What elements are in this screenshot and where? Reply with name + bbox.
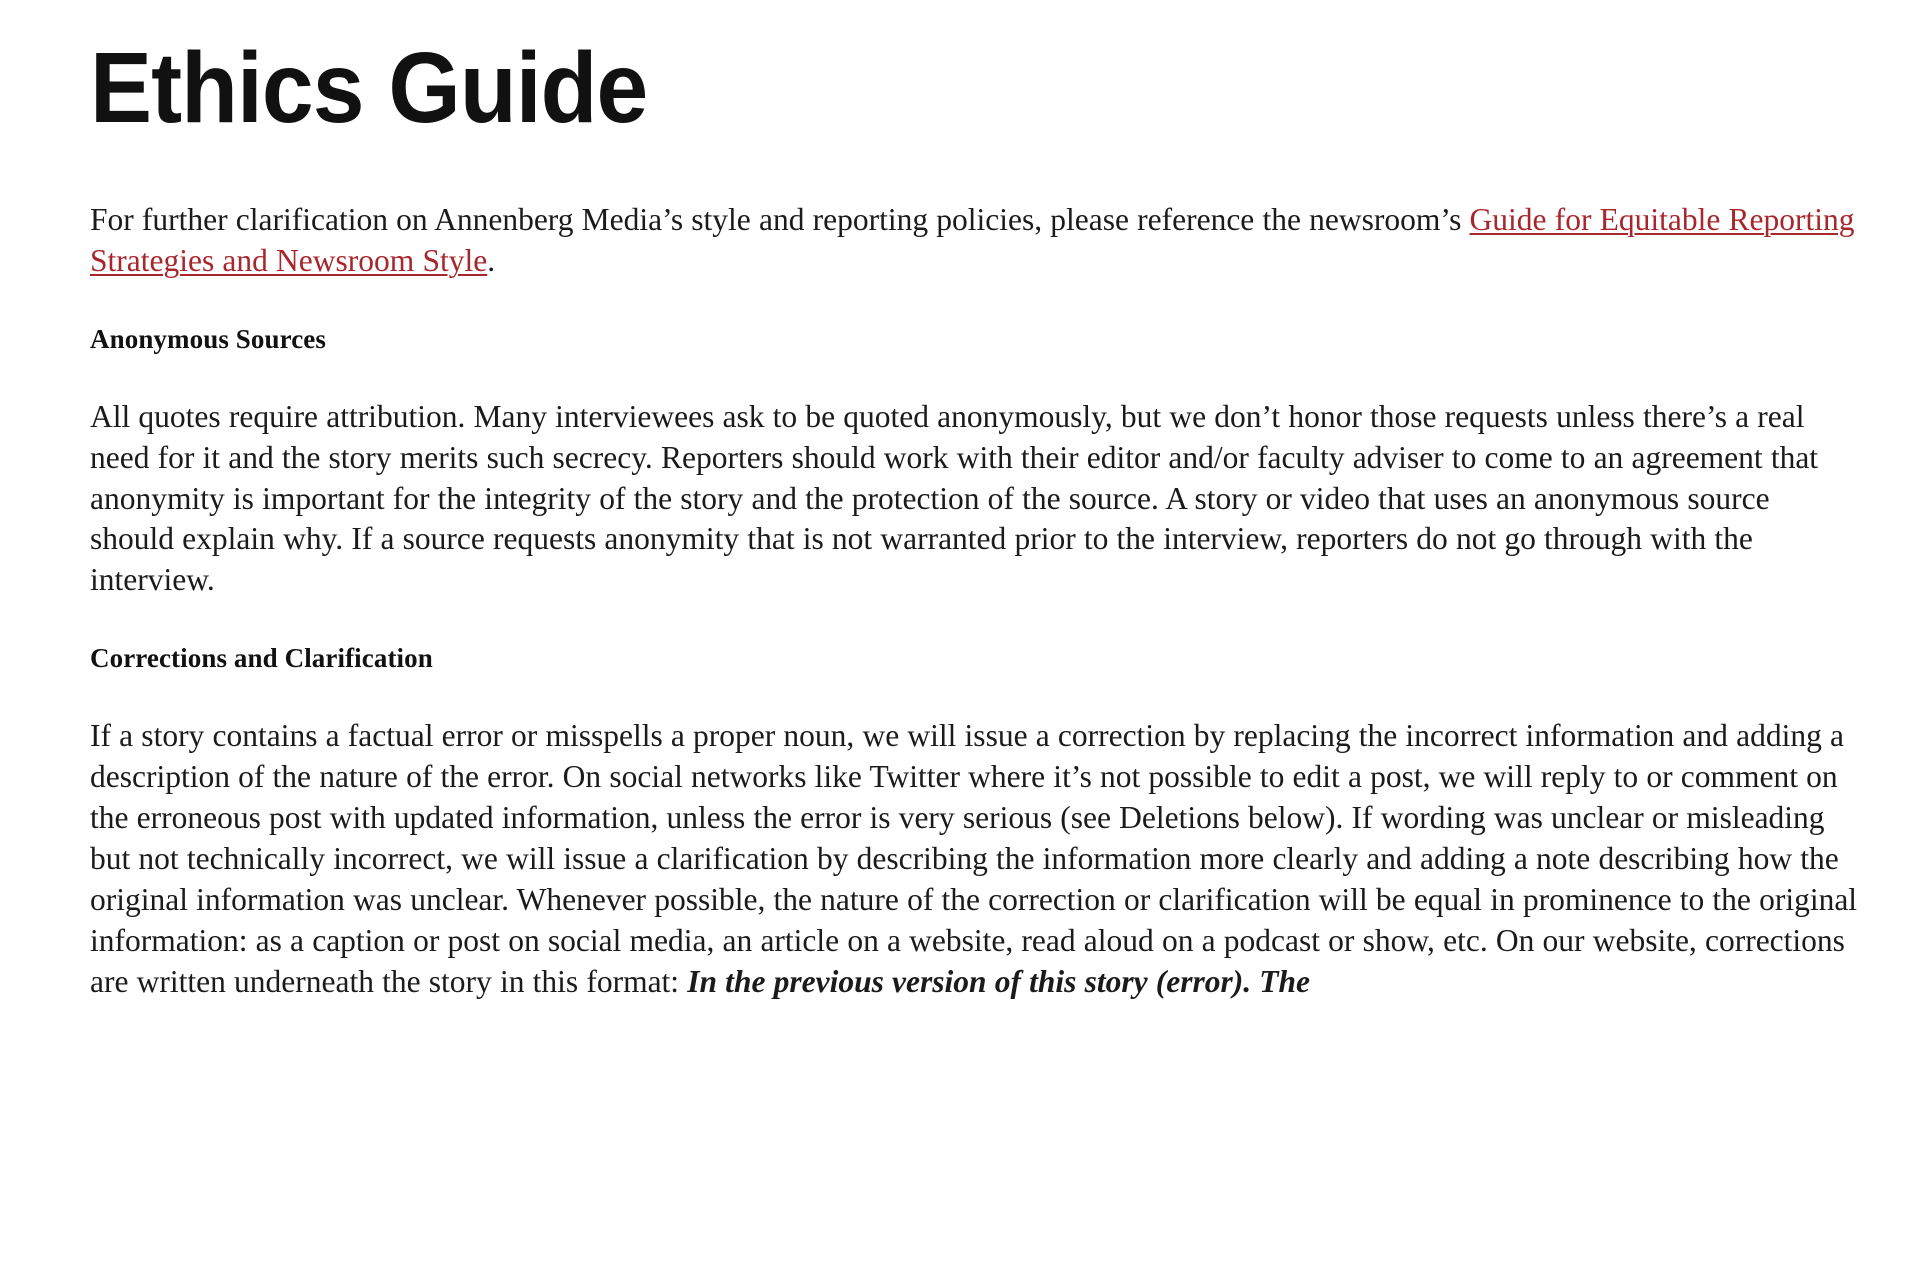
paragraph-anonymous-sources: All quotes require attribution. Many interviewees ask to be quoted anonymously, but we don’t honor those requests unless there’s a real need for it and the story merits such secrecy. Reporters should work with their editor and/or faculty adviser to come to an agreement that anonymity is important for the integrity of the story and the protection of the source. A story or video that uses an anonymous source should explain why. If a source requests anonymity that is not warranted prior to the interview, reporters do not go through with the interview.: [90, 398, 1819, 598]
intro-text-before-link: For further clarification on Annenberg Media’s style and reporting policies, please reference the newsroom’s: [90, 202, 1470, 237]
heading-anonymous-sources: Anonymous Sources: [90, 323, 326, 354]
intro-text-after-link: .: [487, 242, 496, 278]
corrections-body-text: If a story contains a factual error or misspells a proper noun, we will issue a correction by replacing the incorrect information and adding a description of the nature of the error. On social networks like Twitter where it’s not possible to edit a post, we will reply to or comment on the erroneous post with updated information, unless the error is very serious (see Deletions below). If wording was unclear or misleading but not technically incorrect, we will issue a clarification by describing the information more clearly and adding a note describing how the original information was unclear. Whenever possible, the nature of the correction or clarification will be equal in prominence to the original information: as a caption or post on social media, an article on a website, read aloud on a podcast or show, etc. On our website, corrections are written underneath the story in this format:: [90, 718, 1858, 999]
document-body: [90, 200, 1860, 1003]
correction-format-example: In the previous version of this story (error). The: [687, 963, 1311, 999]
page-title: Ethics Guide: [90, 32, 648, 144]
heading-corrections-and-clarification: Corrections and Clarification: [90, 643, 433, 674]
intro-paragraph: [90, 200, 1860, 282]
paragraph-corrections-and-clarification: [90, 716, 1860, 1003]
reporting-style-guide-link[interactable]: Guide for Equitable Reporting Strategies and Newsroom Style: [90, 202, 1855, 278]
